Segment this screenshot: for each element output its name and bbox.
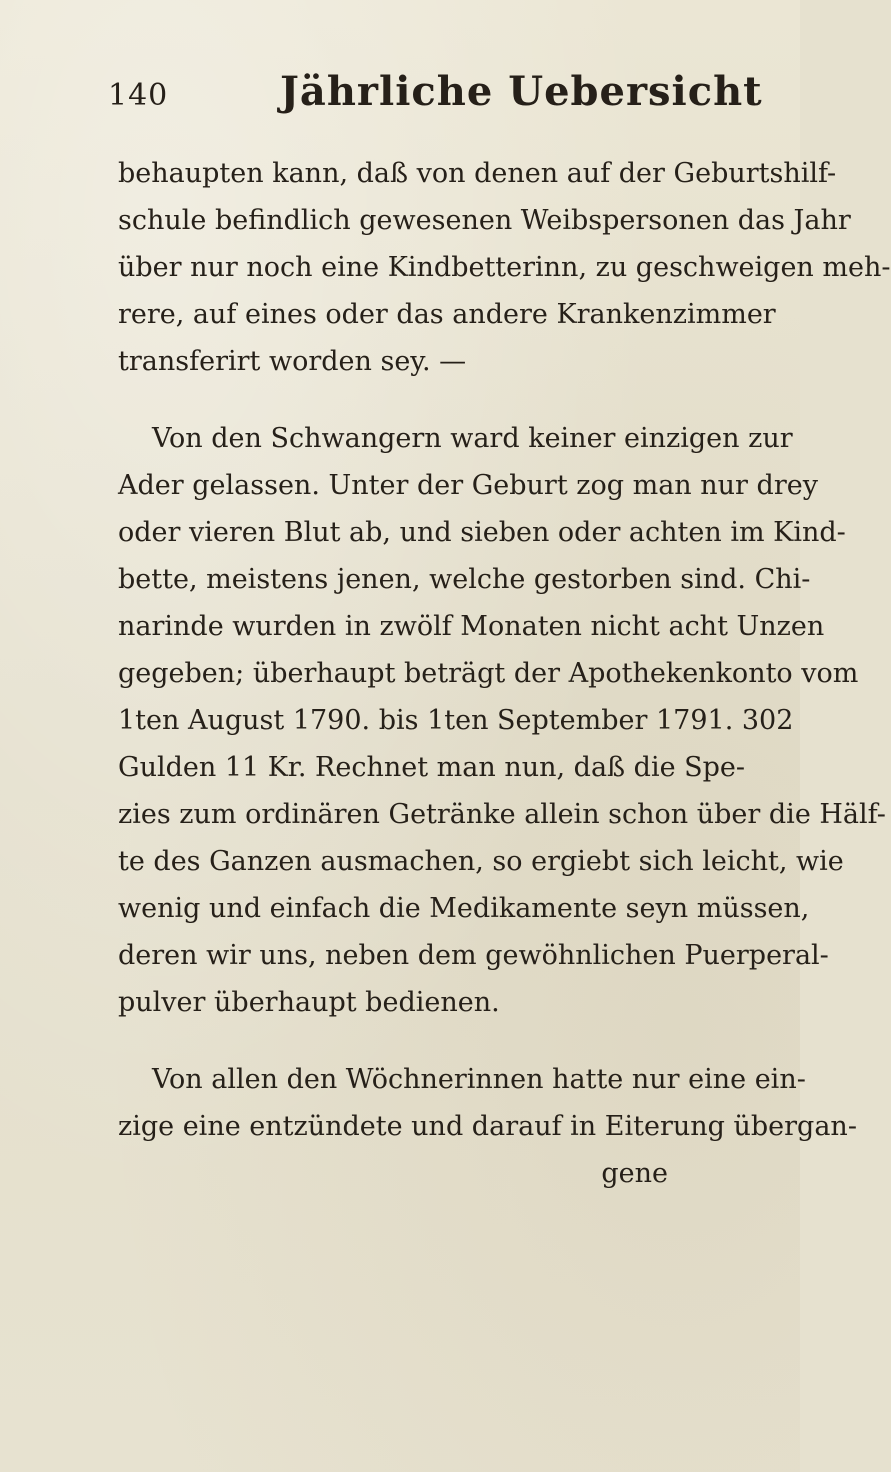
page-header — [0, 68, 800, 128]
text-line: Von den Schwangern ward keiner einzigen zur — [152, 423, 793, 454]
catchword: gene — [601, 1158, 668, 1189]
text-line: transferirt worden sey. — — [118, 346, 467, 377]
text-line: Von allen den Wöchnerinnen hatte nur eine ein- — [152, 1064, 806, 1095]
text-line: zige eine entzündete und darauf in Eiterung übergan- — [118, 1111, 857, 1142]
text-line: oder vieren Blut ab, und sieben oder achten im Kind- — [118, 517, 846, 548]
text-line: te des Ganzen ausmachen, so ergiebt sich leicht, wie — [118, 846, 844, 877]
paragraph-gap — [118, 1026, 698, 1056]
paragraph-1 — [118, 150, 891, 385]
text-line: gegeben; überhaupt beträgt der Apothekenkonto vom — [118, 658, 859, 689]
page-number: 140 — [108, 78, 169, 113]
paragraph-gap — [118, 385, 698, 415]
text-line: schule befindlich gewesenen Weibspersonen das Jahr — [118, 205, 851, 236]
paragraph-3 — [118, 1056, 857, 1150]
text-line: zies zum ordinären Getränke allein schon über die Hälf- — [118, 799, 886, 830]
running-head: Jährliche Uebersicht — [280, 68, 763, 115]
text-line: deren wir uns, neben dem gewöhnlichen Puerperal- — [118, 940, 829, 971]
text-line: bette, meistens jenen, welche gestorben sind. Chi- — [118, 564, 811, 595]
text-line: über nur noch eine Kindbetterinn, zu geschweigen meh- — [118, 252, 891, 283]
text-line: pulver überhaupt bedienen. — [118, 987, 500, 1018]
text-line: rere, auf eines oder das andere Krankenzimmer — [118, 299, 776, 330]
text-line: narinde wurden in zwölf Monaten nicht acht Unzen — [118, 611, 825, 642]
text-line: Ader gelassen. Unter der Geburt zog man nur drey — [118, 470, 818, 501]
text-line: 1ten August 1790. bis 1ten September 1791. 302 — [118, 705, 794, 736]
text-line: wenig und einfach die Medikamente seyn müssen, — [118, 893, 810, 924]
text-line: Gulden 11 Kr. Rechnet man nun, daß die Spe- — [118, 752, 746, 783]
paragraph-2 — [118, 415, 886, 1026]
text-line: behaupten kann, daß von denen auf der Geburtshilf- — [118, 158, 837, 189]
body-text — [118, 150, 891, 1197]
